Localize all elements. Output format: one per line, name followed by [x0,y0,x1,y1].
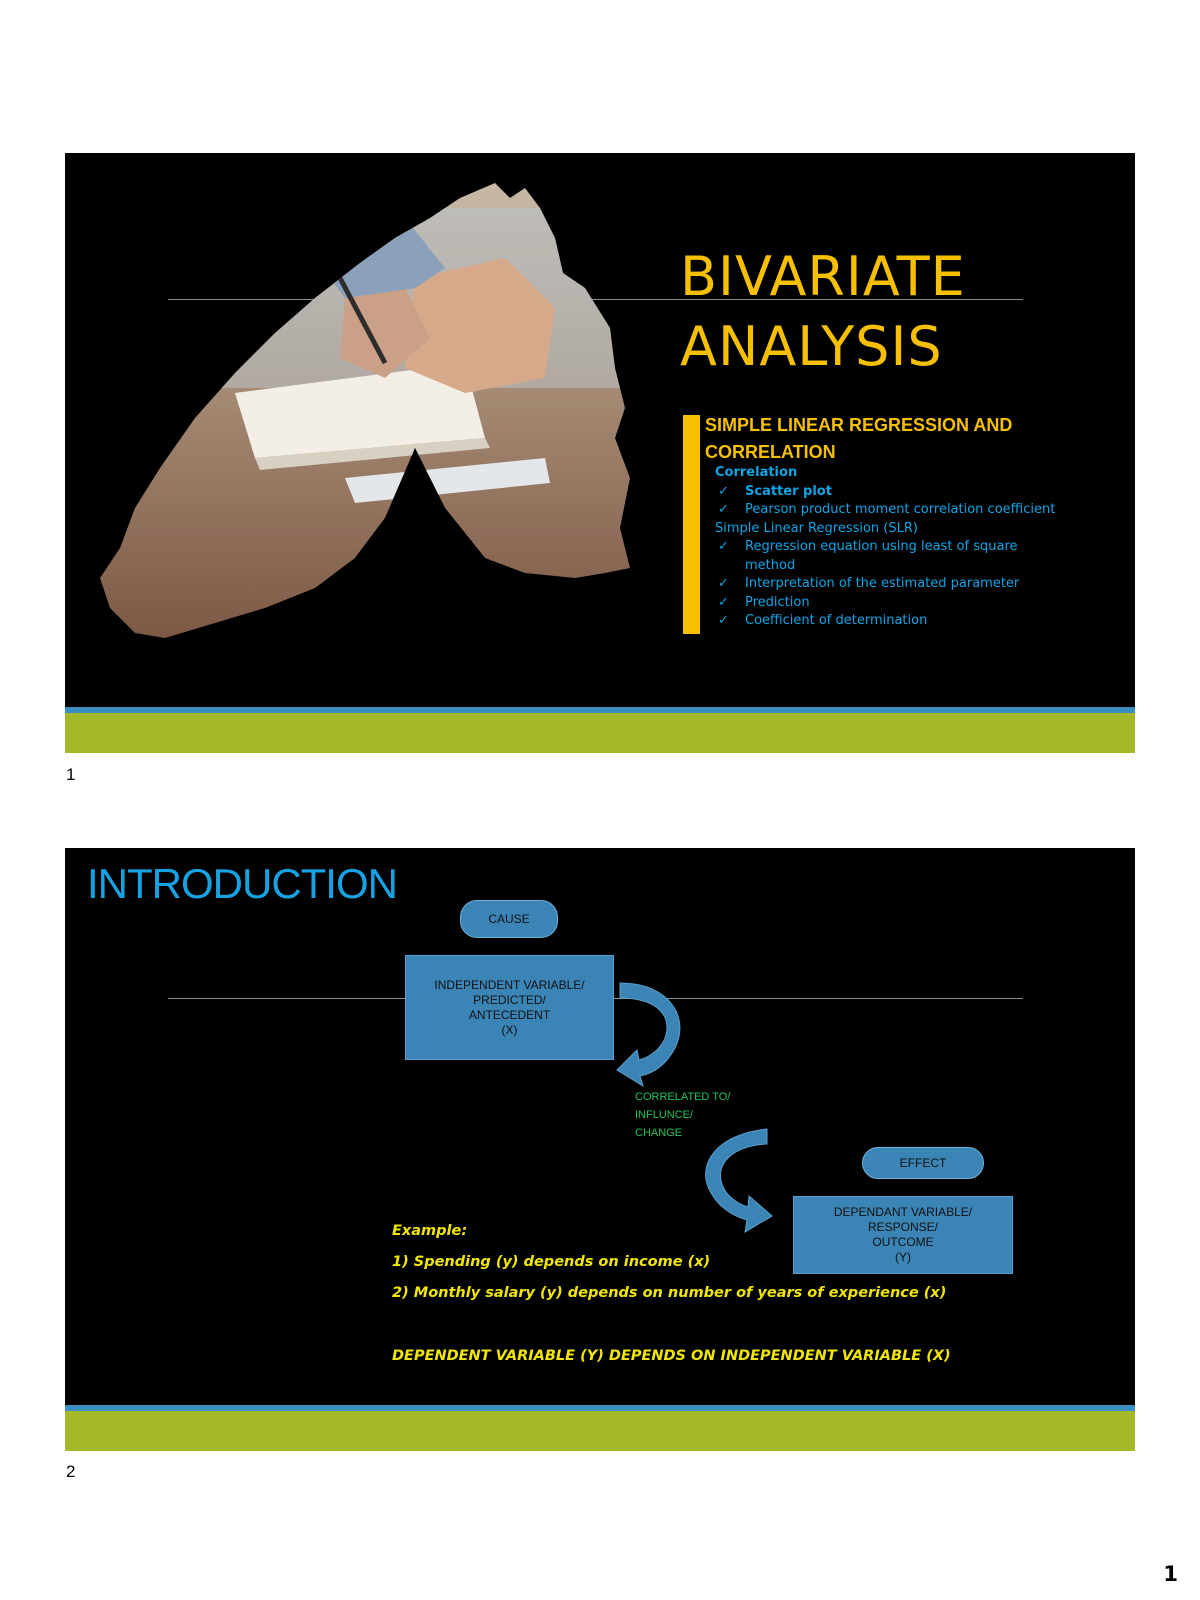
relation-line: CORRELATED TO/ [635,1091,731,1103]
check-icon: ✓ [718,539,729,554]
box-line: INDEPENDENT VARIABLE/ [434,977,585,992]
example-heading: Example: [392,1223,468,1239]
slide-2 [65,848,1135,1451]
check-icon: ✓ [718,576,729,591]
independent-variable-box [405,955,614,1060]
cause-badge: CAUSE [460,900,558,938]
box-line: PREDICTED/ [473,992,546,1007]
title-line-2: ANALYSIS [680,315,943,378]
subtitle-accent-bar [683,415,700,634]
page-number: 1 [1163,1562,1178,1586]
writing-desk-photo-icon [85,178,645,648]
topic-heading-slr: Simple Linear Regression (SLR) [715,520,918,536]
footer-green-band [65,713,1135,753]
box-line: (X) [501,1022,518,1037]
topic-item [715,501,1135,520]
relation-line: CHANGE [635,1127,683,1139]
relation-line: INFLUNCE/ [635,1109,694,1121]
title-line-1: BIVARIATE [680,245,966,308]
example-item: 2) Monthly salary (y) depends on number of years of experience (x) [392,1285,947,1301]
box-line: ANTECEDENT [468,1007,551,1022]
conclusion-text: DEPENDENT VARIABLE (Y) DEPENDS ON INDEPENDENT VARIABLE (X) [392,1348,951,1364]
check-icon: ✓ [718,594,729,610]
check-icon: ✓ [718,502,729,517]
topic-item [715,483,1135,502]
slide-1 [65,153,1135,753]
topic-heading-correlation: Correlation [715,465,798,480]
example-list [392,1223,946,1316]
footer-green-band [65,1411,1135,1451]
topic-item [715,575,1135,594]
page-title: INTRODUCTION [87,860,397,907]
topic-list [715,464,1135,631]
curved-arrow-icon [615,978,695,1088]
topic-item-label: Prediction [745,594,810,610]
topic-item-label: Pearson product moment correlation coefficient [745,502,1056,517]
subtitle-line-1: SIMPLE LINEAR REGRESSION AND [705,415,1013,435]
topic-item-label: Regression equation using least of square method [745,539,1018,573]
topic-item [715,612,1135,631]
box-line: (Y) [895,1250,911,1264]
topic-item-label: Coefficient of determination [745,613,928,628]
box-line: OUTCOME [872,1235,934,1249]
topic-item-label: Interpretation of the estimated parameter [745,576,1020,591]
topic-item [715,538,1045,575]
example-item: 1) Spending (y) depends on income (x) [392,1254,711,1270]
box-line: DEPENDANT VARIABLE/ [833,1205,973,1219]
topic-item [715,594,1135,613]
slide-number-2: 2 [66,1462,76,1481]
effect-badge: EFFECT [862,1147,984,1179]
slide-number-1: 1 [66,765,76,784]
curved-arrow-icon [697,1124,777,1234]
check-icon: ✓ [718,613,729,628]
subtitle-line-2: CORRELATION [705,442,836,462]
box-line: RESPONSE/ [867,1220,939,1234]
subtitle [705,412,1125,466]
topic-item-label: Scatter plot [745,483,832,499]
check-icon: ✓ [718,483,729,499]
